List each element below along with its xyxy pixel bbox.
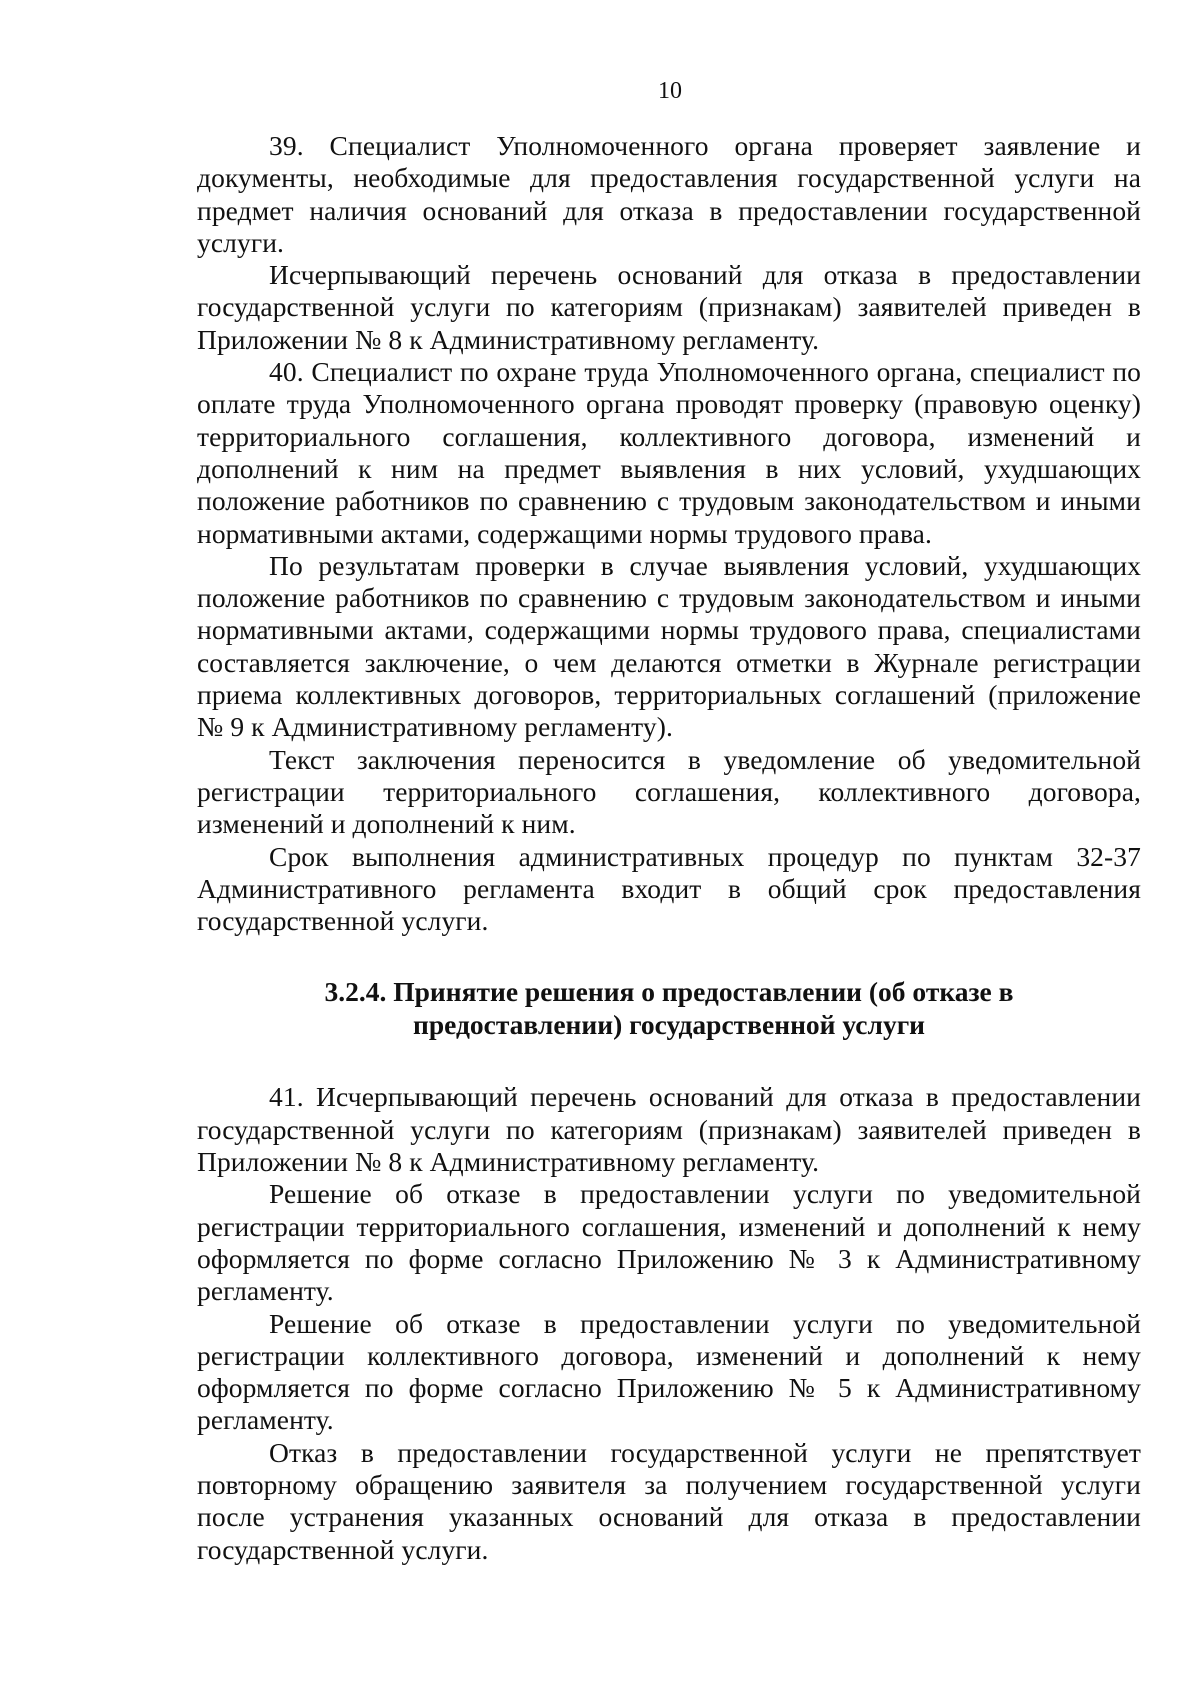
document-body <box>197 130 1141 1566</box>
section-heading-3-2-4 <box>197 975 1141 1041</box>
paragraph-41-repeat-application: Отказ в предоставлении государственной услуги не препятствует повторному обращению заявителя за получением государственной услуги после устранения указанных оснований для отказа в предоставлении государственной услуги. <box>197 1436 1141 1565</box>
section-heading-line-1: 3.2.4. Принятие решения о предоставлении (об отказе в <box>324 976 1014 1008</box>
paragraph-40-conclusion-text: Текст заключения переносится в уведомление об уведомительной регистрации территориального соглашения, коллективного договора, изменений и дополнений к ним. <box>197 743 1141 840</box>
paragraph-40-results: По результатам проверки в случае выявления условий, ухудшающих положение работников по сравнению с трудовым законодательством и иными нормативными актами, содержащими нормы трудового права, специалистами составляется заключение, о чем делаются отметки в Журнале регистрации приема коллективных договоров, территориальных соглашений (приложение № 9 к Административному регламенту). <box>197 549 1141 743</box>
section-heading-line-2: предоставлении) государственной услуги <box>412 1009 926 1041</box>
paragraph-39: 39. Специалист Уполномоченного органа проверяет заявление и документы, необходимые для предоставления государственной услуги на предмет наличия оснований для отказа в предоставлении государственной услуги. <box>197 130 1141 258</box>
paragraph-40: 40. Специалист по охране труда Уполномоченного органа, специалист по оплате труда Уполномоченного органа проводят проверку (правовую оценку) территориального соглашения, коллективного договора, изменений и дополнений к ним на предмет выявления в них условий, ухудшающих положение работников по сравнению с трудовым законодательством и иными нормативными актами, содержащими нормы трудового права. <box>197 356 1141 549</box>
paragraph-39-grounds: Исчерпывающий перечень оснований для отказа в предоставлении государственной услуги по категориям (признакам) заявителей приведен в Приложении № 8 к Административному регламенту. <box>197 259 1141 355</box>
paragraph-41-territorial-refusal: Решение об отказе в предоставлении услуги по уведомительной регистрации территориального соглашения, изменений и дополнений к нему оформляется по форме согласно Приложению № 3 к Административному регламенту. <box>197 1178 1141 1307</box>
paragraph-41-collective-refusal: Решение об отказе в предоставлении услуги по уведомительной регистрации коллективного договора, изменений и дополнений к нему оформляется по форме согласно Приложению № 5 к Административному регламенту. <box>197 1307 1141 1436</box>
paragraph-41: 41. Исчерпывающий перечень оснований для отказа в предоставлении государственной услуги по категориям (признакам) заявителей приведен в Приложении № 8 к Административному регламенту. <box>197 1081 1141 1178</box>
paragraph-40-deadline: Срок выполнения административных процедур по пунктам 32-37 Административного регламента входит в общий срок предоставления государственной услуги. <box>197 840 1141 937</box>
page-number: 10 <box>658 78 682 104</box>
